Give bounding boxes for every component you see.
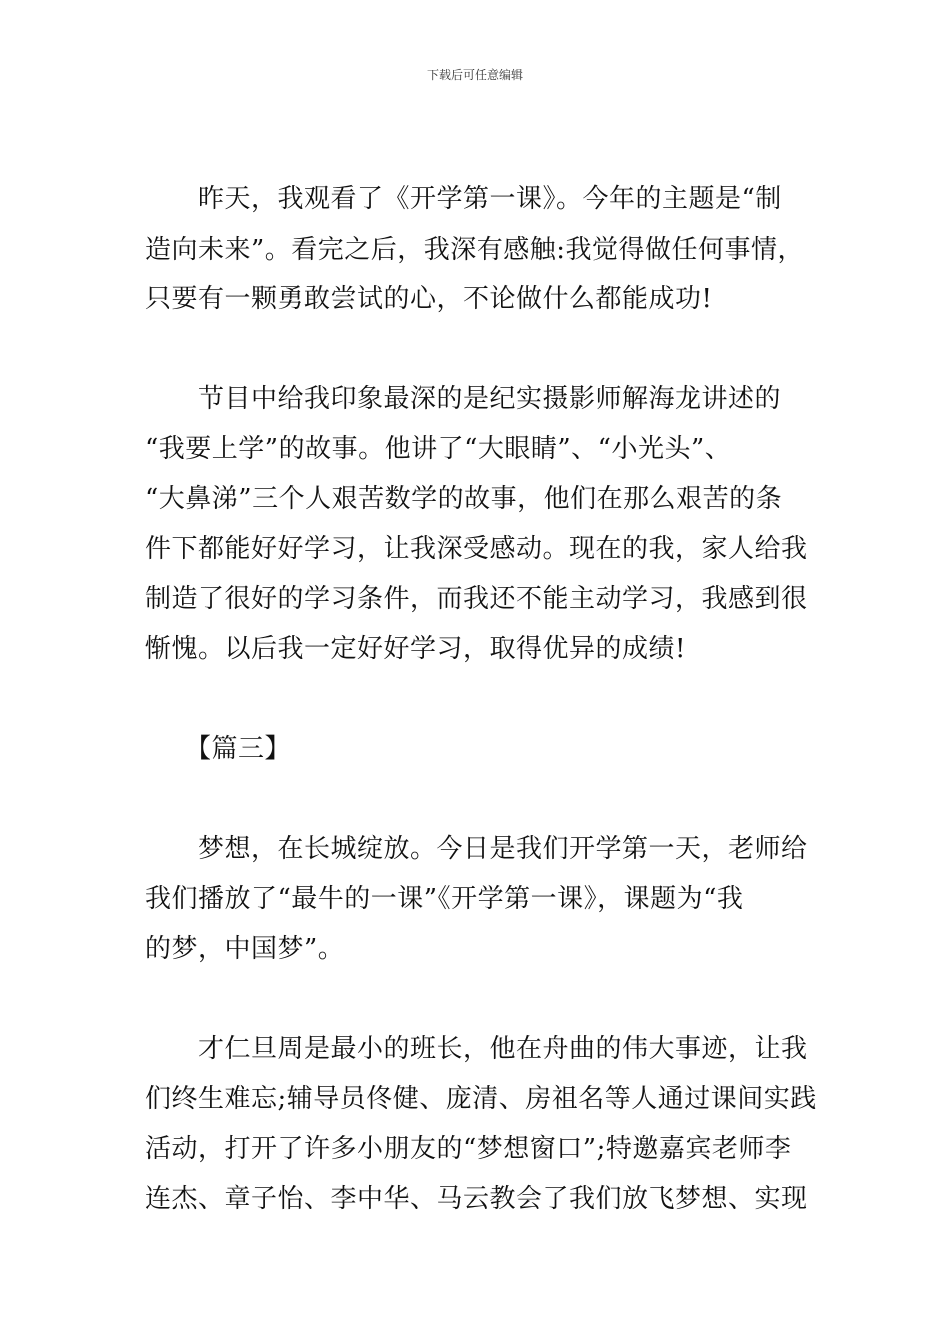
text-line: 连杰、章子怡、李中华、马云教会了我们放飞梦想、实现 — [145, 1184, 808, 1214]
text-line: 制造了很好的学习条件，而我还不能主动学习，我感到很 — [145, 584, 808, 614]
text-line: 件下都能好好学习，让我深受感动。现在的我，家人给我 — [145, 534, 808, 564]
text-line: 只要有一颗勇敢尝试的心，不论做什么都能成功! — [145, 284, 713, 314]
text-line: 我们播放了“最牛的一课”《开学第一课》，课题为“我 — [145, 884, 744, 914]
text-line: “我要上学”的故事。他讲了“大眼睛”、“小光头”、 — [145, 434, 732, 464]
text-line: “大鼻涕”三个人艰苦数学的故事，他们在那么艰苦的条 — [145, 484, 783, 514]
text-line: 才仁旦周是最小的班长，他在舟曲的伟大事迹，让我 — [145, 1034, 808, 1064]
section-heading: 【篇三】 — [145, 734, 292, 764]
text-line: 们终生难忘;辅导员佟健、庞清、房祖名等人通过课间实践 — [145, 1084, 817, 1114]
text-line: 造向未来”。看完之后，我深有感触:我觉得做任何事情， — [145, 235, 805, 265]
text-line: 节目中给我印象最深的是纪实摄影师解海龙讲述的 — [145, 384, 782, 414]
text-line: 昨天，我观看了《开学第一课》。今年的主题是“制 — [145, 184, 782, 214]
text-line: 活动，打开了许多小朋友的“梦想窗口”;特邀嘉宾老师李 — [145, 1134, 792, 1164]
page-header: 下载后可任意编辑 — [426, 68, 523, 82]
text-line: 梦想，在长城绽放。今日是我们开学第一天，老师给 — [145, 834, 808, 864]
text-line: 惭愧。以后我一定好好学习，取得优异的成绩! — [145, 634, 686, 664]
text-line: 的梦，中国梦”。 — [145, 934, 345, 964]
